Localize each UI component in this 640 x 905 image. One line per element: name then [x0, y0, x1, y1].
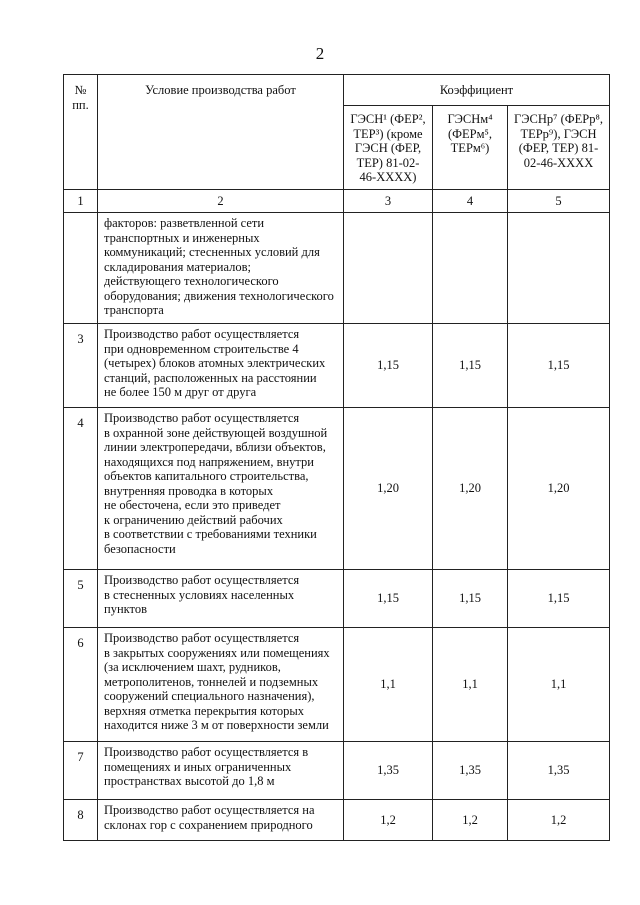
header-col3 — [344, 106, 433, 190]
table-row — [64, 408, 610, 570]
condition-line: в соответствии с требованиями техники — [104, 527, 317, 541]
coefficient-value — [433, 213, 508, 324]
condition-line: пространствах высотой до 1,8 м — [104, 774, 275, 788]
row-number: 3 — [64, 324, 98, 408]
coefficient-value: 1,2 — [344, 800, 433, 841]
condition-line: Производство работ осуществляется — [104, 573, 300, 587]
condition-line: Производство работ осуществляется — [104, 411, 300, 425]
condition-line: оборудования; движения технологического — [104, 288, 334, 303]
table-row — [64, 742, 610, 800]
row-condition — [98, 213, 344, 324]
row-condition — [98, 324, 344, 408]
condition-line: к ограничению действий рабочих — [104, 512, 283, 527]
header-col5 — [508, 106, 610, 190]
index-cell: 3 — [344, 190, 433, 213]
coefficient-value: 1,15 — [433, 324, 508, 408]
condition-line: метрополитенов, тоннелей и подземных — [104, 674, 319, 689]
coefficient-value: 1,35 — [508, 742, 610, 800]
coefficient-value: 1,15 — [344, 570, 433, 628]
index-cell: 4 — [433, 190, 508, 213]
condition-line: линии электропередачи, вблизи объектов, — [104, 440, 326, 454]
condition-line: в стесненных условиях населенных — [104, 587, 295, 602]
condition-line: безопасности — [104, 541, 176, 556]
row-number: 5 — [64, 570, 98, 628]
condition-line: действующего технологического — [104, 274, 279, 288]
row-condition — [98, 570, 344, 628]
table-row — [64, 324, 610, 408]
row-condition — [98, 800, 344, 841]
condition-line: находится ниже 3 м от поверхности земли — [104, 718, 329, 732]
row-number: 4 — [64, 408, 98, 570]
header-coefficient: Коэффициент — [344, 75, 610, 106]
coefficient-value: 1,15 — [508, 324, 610, 408]
condition-line: складирования материалов; — [104, 259, 252, 274]
header-col4-line: ТЕРм⁶) — [450, 141, 490, 155]
coefficient-value: 1,2 — [433, 800, 508, 841]
table-row — [64, 628, 610, 742]
coefficient-value: 1,20 — [344, 408, 433, 570]
condition-line: при одновременном строительстве 4 — [104, 341, 299, 356]
coefficient-value: 1,1 — [433, 628, 508, 742]
coefficient-value: 1,20 — [433, 408, 508, 570]
coefficient-value: 1,35 — [344, 742, 433, 800]
coefficient-value: 1,15 — [344, 324, 433, 408]
condition-line: склонах гор с сохранением природного — [104, 817, 313, 832]
table-row — [64, 213, 610, 324]
row-number: 8 — [64, 800, 98, 841]
coefficient-value — [344, 213, 433, 324]
condition-line: находящихся под напряжением, внутри — [104, 454, 314, 469]
coefficient-value — [508, 213, 610, 324]
coefficient-value: 1,1 — [508, 628, 610, 742]
header-col4-line: ГЭСНм⁴ — [447, 112, 493, 126]
condition-line: в охранной зоне действующей воздушной — [104, 425, 328, 440]
row-condition — [98, 742, 344, 800]
condition-line: транспортных и инженерных — [104, 230, 260, 245]
condition-line: не обесточена, если это приведет — [104, 498, 281, 512]
row-number: 6 — [64, 628, 98, 742]
header-col5-line: ГЭСНр⁷ (ФЕРр⁸, — [514, 112, 603, 126]
condition-line: сооружений специального назначения), — [104, 689, 315, 703]
condition-line: Производство работ осуществляется — [104, 631, 300, 645]
condition-line: Производство работ осуществляется в — [104, 745, 309, 759]
header-col3-line: 46-ХХХХ) — [359, 170, 417, 184]
condition-line: пунктов — [104, 602, 147, 616]
condition-line: транспорта — [104, 303, 164, 317]
condition-line: объектов капитального строительства, — [104, 469, 309, 483]
row-number: 7 — [64, 742, 98, 800]
table-row — [64, 570, 610, 628]
row-condition — [98, 408, 344, 570]
condition-line: в закрытых сооружениях или помещениях — [104, 645, 330, 660]
coefficient-value: 1,15 — [433, 570, 508, 628]
condition-line: станций, расположенных на расстоянии — [104, 370, 317, 385]
condition-line: коммуникаций; стесненных условий для — [104, 245, 320, 259]
coefficient-value: 1,20 — [508, 408, 610, 570]
table-body — [64, 213, 610, 841]
index-row — [64, 190, 610, 213]
condition-line: (четырех) блоков атомных электрических — [104, 356, 326, 370]
header-num — [64, 75, 98, 190]
page-number: 2 — [315, 44, 325, 63]
condition-line: (за исключением шахт, рудников, — [104, 660, 281, 674]
header-col4 — [433, 106, 508, 190]
condition-line: не более 150 м друг от друга — [104, 385, 257, 399]
condition-line: внутренняя проводка в которых — [104, 483, 274, 498]
coefficient-value: 1,15 — [508, 570, 610, 628]
condition-line: Производство работ осуществляется — [104, 327, 300, 341]
header-col5-line: ТЕРр⁹), ГЭСН — [520, 126, 597, 141]
coefficient-value: 1,2 — [508, 800, 610, 841]
header-col3-line: ТЕР) 81-02- — [356, 155, 420, 170]
header-row — [64, 75, 610, 106]
condition-line: верхняя отметка перекрытия которых — [104, 703, 304, 718]
coefficient-value: 1,35 — [433, 742, 508, 800]
index-cell: 2 — [98, 190, 344, 213]
coefficients-table — [63, 74, 610, 841]
header-col5-line: 02-46-ХХХХ — [523, 155, 594, 170]
row-condition — [98, 628, 344, 742]
index-cell: 5 — [508, 190, 610, 213]
coefficient-value: 1,1 — [344, 628, 433, 742]
header-col5-line: (ФЕР, ТЕР) 81- — [518, 141, 599, 155]
row-number — [64, 213, 98, 324]
header-col3-line: ГЭСН (ФЕР, — [354, 141, 422, 155]
condition-line: факторов: разветвленной сети — [104, 216, 265, 230]
header-num-line: № — [74, 83, 87, 97]
index-cell: 1 — [64, 190, 98, 213]
header-num-line: пп. — [72, 97, 89, 112]
header-col4-line: (ФЕРм⁵, — [447, 126, 493, 141]
header-col3-line: ГЭСН¹ (ФЕР², — [350, 112, 426, 126]
condition-line: помещениях и иных ограниченных — [104, 759, 292, 774]
header-condition: Условие производства работ — [98, 75, 344, 190]
table-row — [64, 800, 610, 841]
header-col3-line: ТЕР³) (кроме — [353, 126, 423, 141]
condition-line: Производство работ осуществляется на — [104, 803, 315, 817]
